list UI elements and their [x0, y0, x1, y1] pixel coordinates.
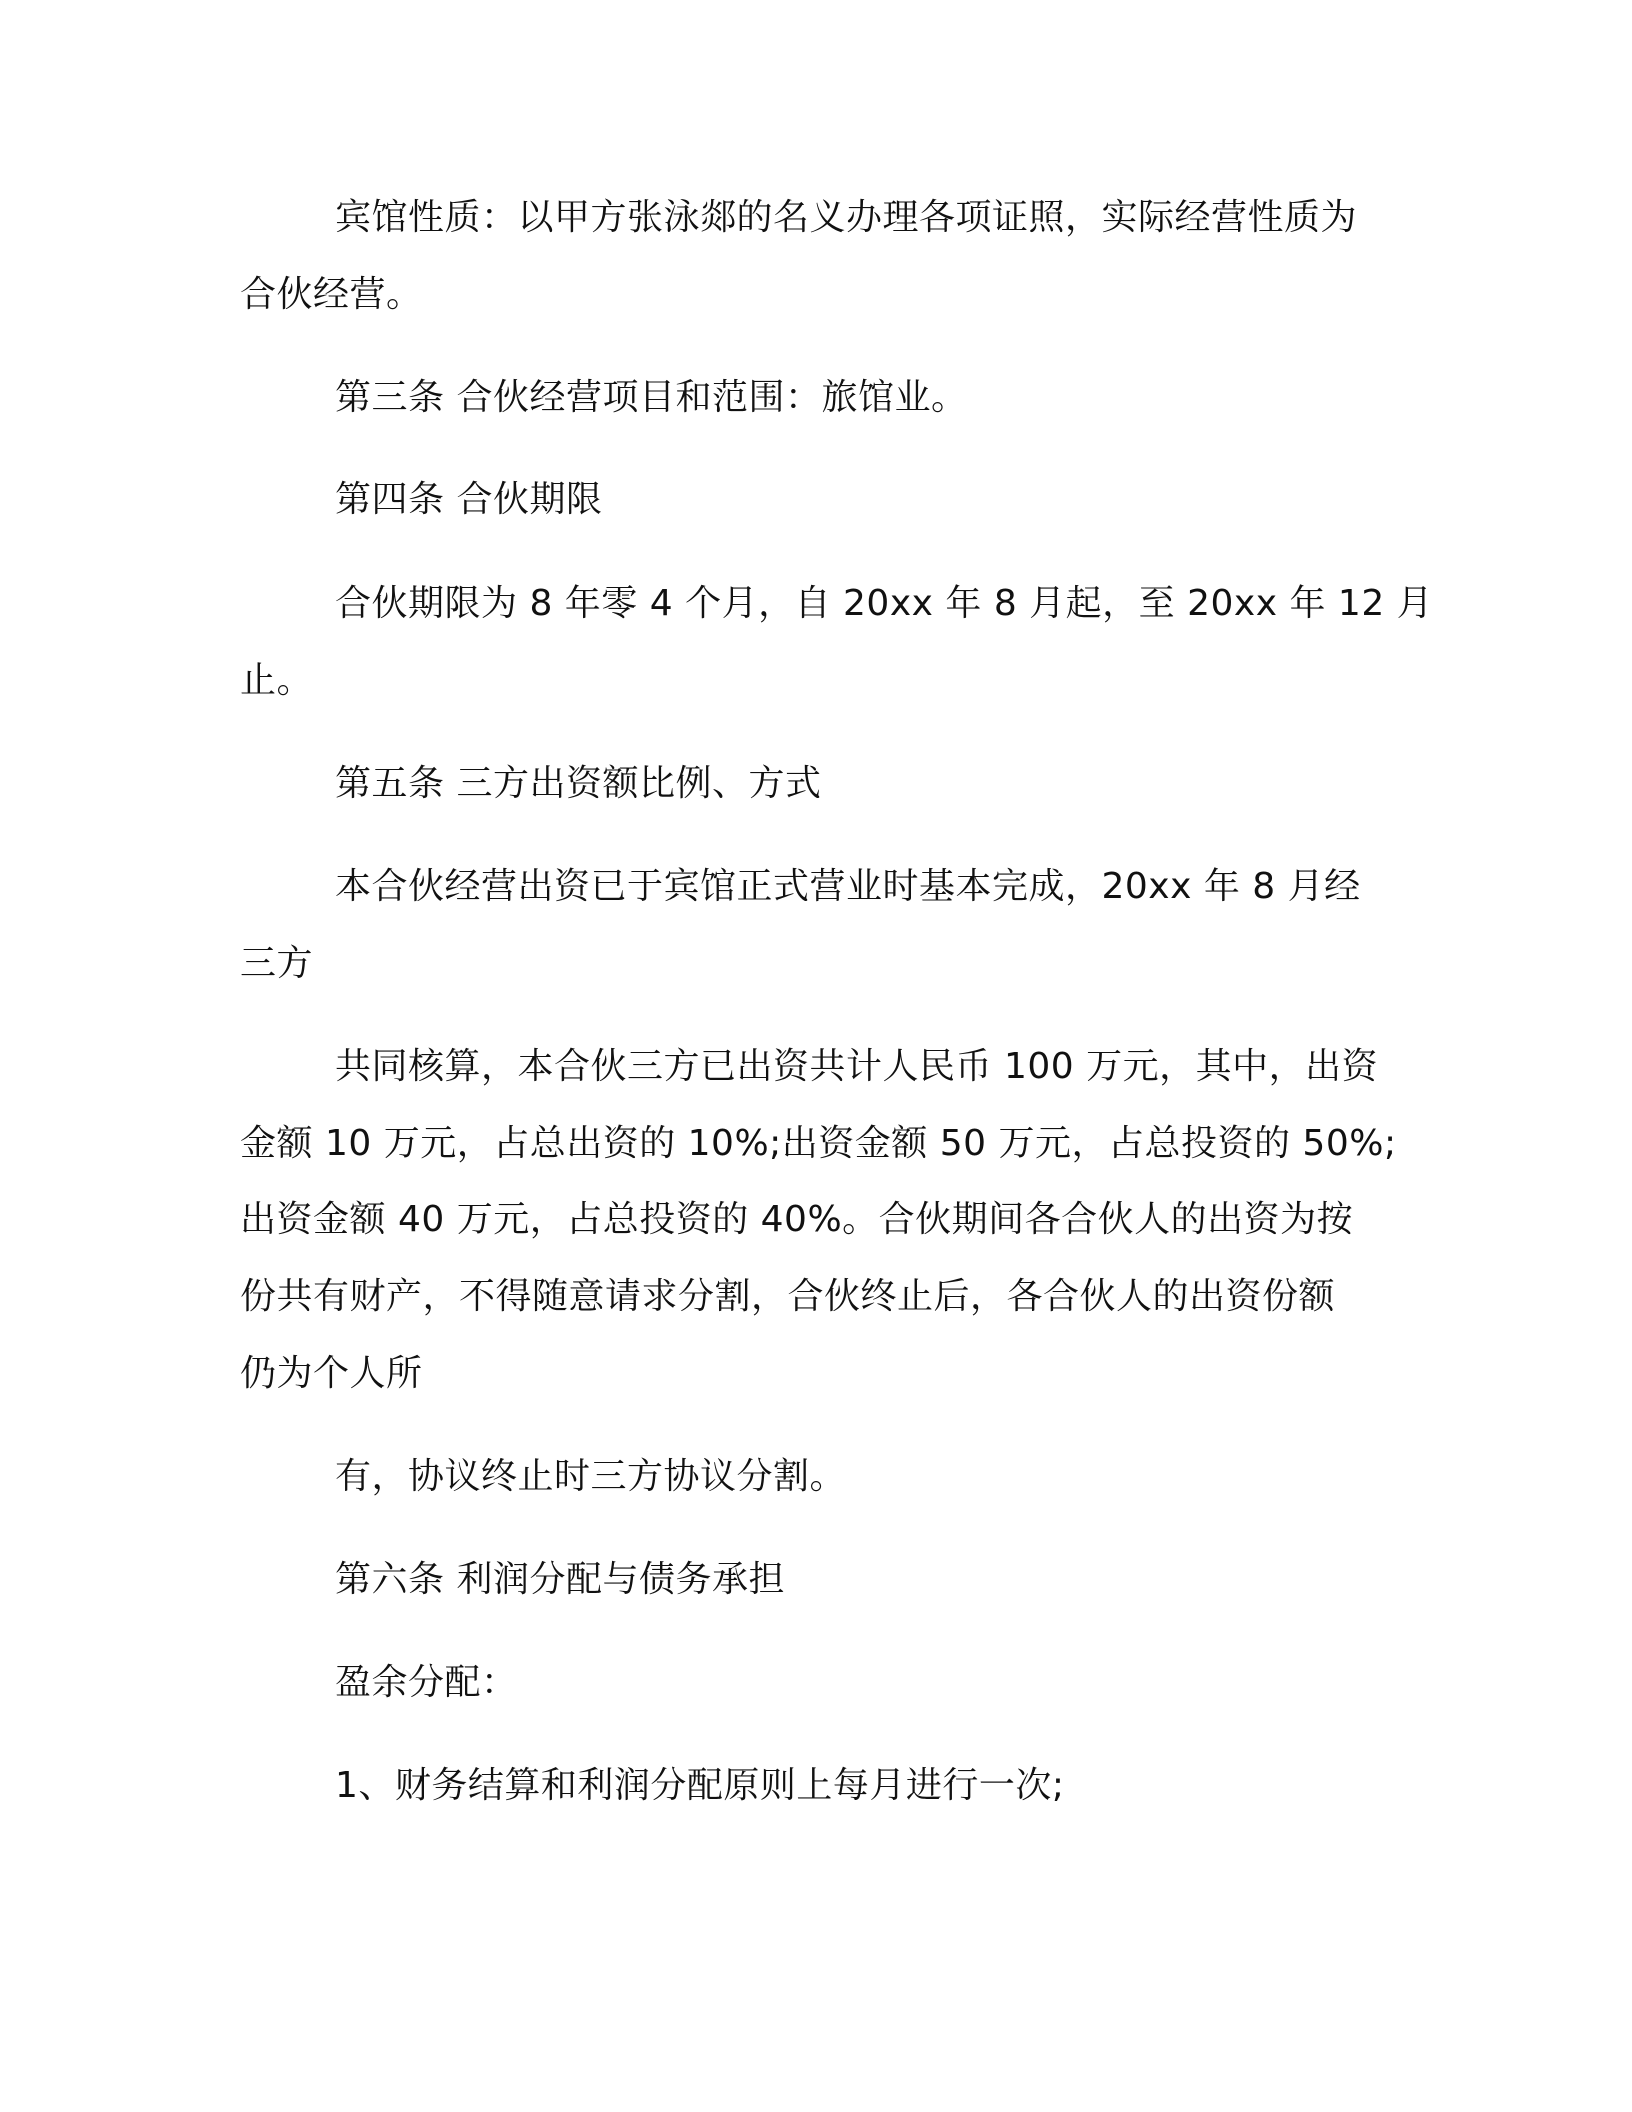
article-3-heading: 第三条 合伙经营项目和范围：旅馆业。: [335, 377, 968, 418]
text-line-capital-5: 出资金额 40 万元，占总投资的 40%。合伙期间各合伙人的出资为按: [240, 1199, 1354, 1240]
text-line-term: 合伙期限为 8 年零 4 个月，自 20xx 年 8 月起，至 20xx 年 12 月: [335, 583, 1434, 624]
article-5-heading: 第五条 三方出资额比例、方式: [335, 763, 822, 804]
text-line-term-end: 止。: [240, 660, 314, 701]
text-line-item-1: 1、财务结算和利润分配原则上每月进行一次;: [335, 1765, 1065, 1806]
text-line-capital-4: 金额 10 万元，占总出资的 10%;出资金额 50 万元，占总投资的 50%;: [240, 1123, 1397, 1164]
text-line-capital-6: 份共有财产，不得随意请求分割，合伙终止后，各合伙人的出资份额: [240, 1276, 1336, 1317]
text-line-capital-1: 本合伙经营出资已于宾馆正式营业时基本完成，20xx 年 8 月经: [335, 866, 1361, 907]
text-line-capital-2: 三方: [240, 943, 314, 984]
surplus-distribution-heading: 盈余分配：: [335, 1662, 518, 1703]
text-line-partnership-operation: 合伙经营。: [240, 274, 423, 315]
article-4-heading: 第四条 合伙期限: [335, 479, 603, 520]
article-6-heading: 第六条 利润分配与债务承担: [335, 1559, 785, 1600]
text-line-capital-8: 有，协议终止时三方协议分割。: [335, 1456, 847, 1497]
text-line-capital-7: 仍为个人所: [240, 1353, 423, 1394]
text-line-capital-3: 共同核算，本合伙三方已出资共计人民币 100 万元，其中，出资: [335, 1046, 1379, 1087]
text-line-hotel-nature: 宾馆性质：以甲方张泳郯的名义办理各项证照，实际经营性质为: [335, 197, 1358, 238]
